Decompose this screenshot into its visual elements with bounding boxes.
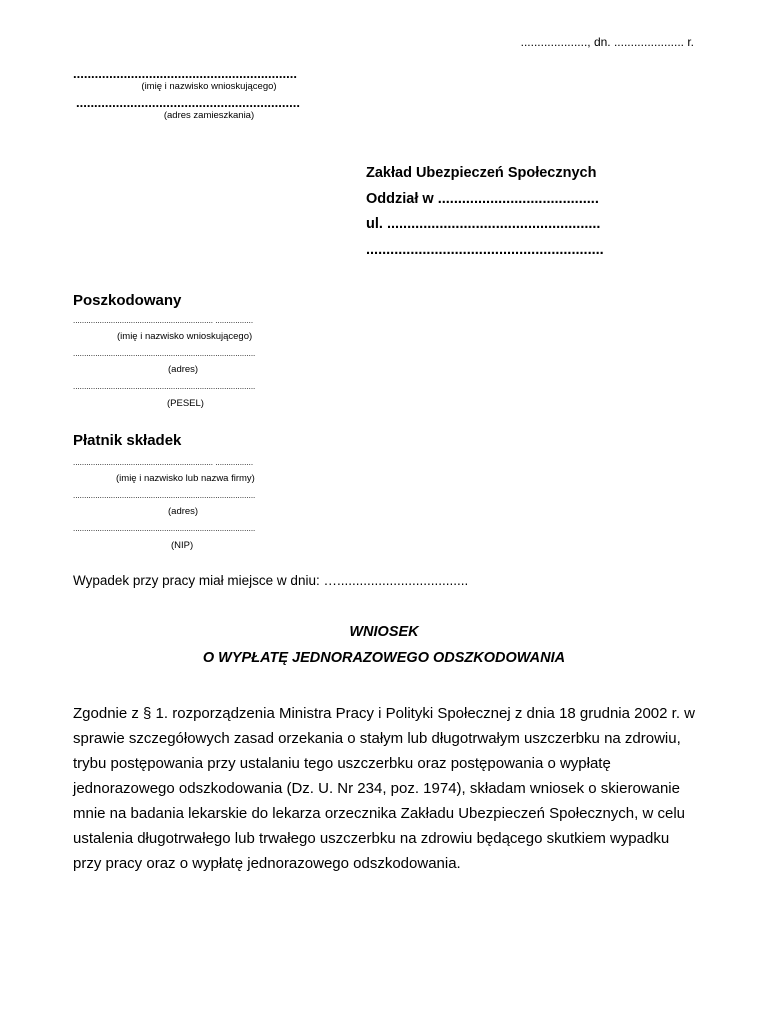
applicant-address-dots: ..............................................................: [76, 95, 300, 110]
payer-nip-caption: (NIP): [171, 540, 194, 551]
recipient-street: ul. .....................................................: [366, 216, 601, 232]
injured-address-caption: (adres): [168, 364, 199, 375]
payer-name-dots: ............................................................... .................: [73, 458, 254, 467]
date-line: ...................., dn. ..................... r.: [520, 35, 694, 49]
recipient-institution: Zakład Ubezpieczeń Społecznych: [366, 165, 597, 181]
payer-heading: Płatnik składek: [73, 432, 182, 449]
recipient-extra-line: ...........................................................: [366, 242, 604, 258]
payer-address-caption: (adres): [168, 506, 199, 517]
applicant-name-caption: (imię i nazwisko wnioskującego): [141, 81, 277, 92]
request-paragraph: Zgodnie z § 1. rozporządzenia Ministra Pracy i Polityki Społecznej z dnia 18 grudnia 2002 r. w sprawie szczegółowych zasad orzekania o stałym lub długotrwałym uszczerbku na zdrowiu, trybu postępowania przy ustalaniu tego uszczerbku oraz postępowania o wypłatę jednorazowego odszkodowania (Dz. U. Nr 234, poz. 1974), składam wniosek o skierowanie mnie na badania lekarskie do lekarza orzecznika Zakładu Ubezpieczeń Społecznych, w celu ustalenia długotrwałego lub trwałego uszczerbku na zdrowiu będącego skutkiem wypadku przy pracy oraz o wypłatę jednorazowego odszkodowania.: [73, 705, 695, 872]
payer-name-caption: (imię i nazwisko lub nazwa firmy): [116, 473, 255, 484]
applicant-name-dots: ..............................................................: [73, 66, 297, 81]
payer-address-dots: ..................................................................................: [73, 491, 256, 500]
applicant-address-caption: (adres zamieszkania): [163, 110, 255, 121]
accident-date-line: Wypadek przy pracy miał miejsce w dniu: …...................................: [73, 573, 469, 588]
payer-nip-dots: ..................................................................................: [73, 524, 256, 533]
document-subtitle: O WYPŁATĘ JEDNORAZOWEGO ODSZKODOWANIA: [202, 650, 566, 666]
recipient-branch: Oddział w ........................................: [366, 191, 599, 207]
injured-pesel-dots: ..................................................................................: [73, 382, 256, 391]
document-title: WNIOSEK: [349, 624, 419, 640]
injured-name-dots: ............................................................... .................: [73, 316, 254, 325]
injured-pesel-caption: (PESEL): [167, 398, 204, 409]
injured-name-caption: (imię i nazwisko wnioskującego): [117, 331, 253, 342]
injured-heading: Poszkodowany: [73, 292, 182, 309]
injured-address-dots: ..................................................................................: [73, 349, 256, 358]
